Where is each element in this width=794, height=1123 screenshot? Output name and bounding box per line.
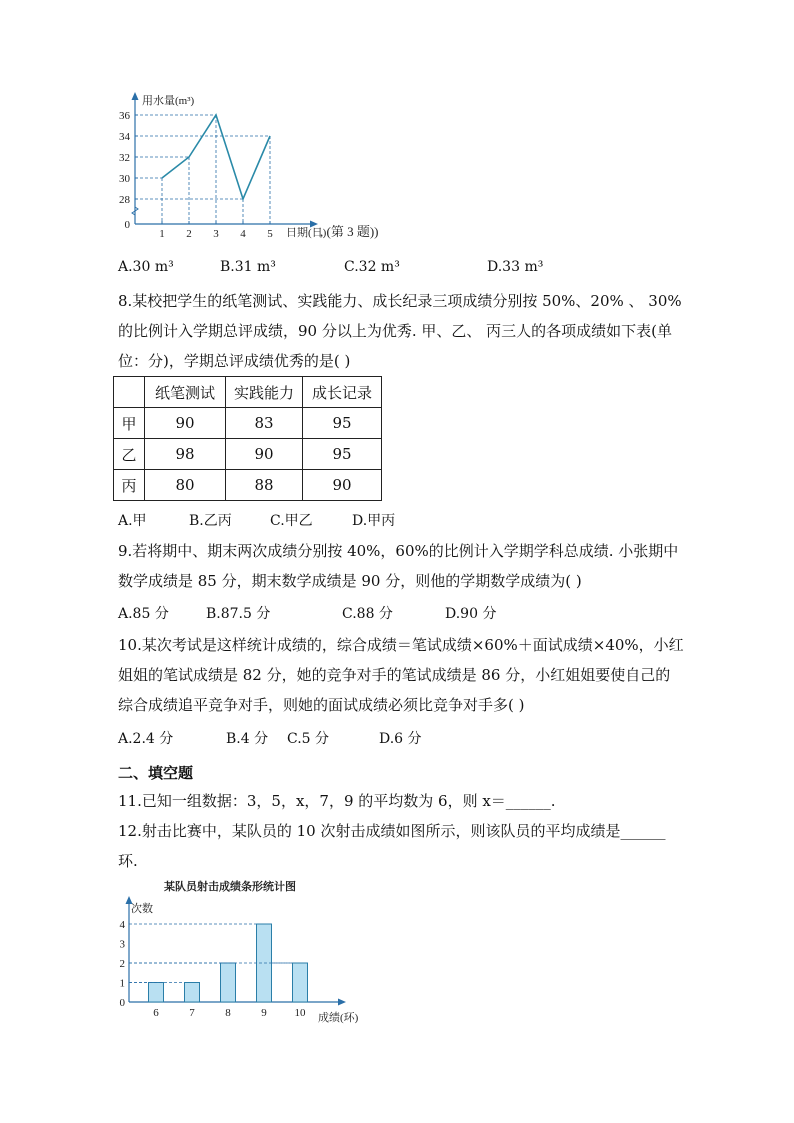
section-title: 二、填空题 — [118, 764, 194, 782]
y-tick-label: 30 — [119, 173, 130, 185]
y-tick-label: 28 — [119, 194, 130, 206]
x-tick-label: 9 — [261, 1007, 267, 1019]
x-tick-label: 5 — [267, 228, 273, 240]
table-cell: 甲 — [114, 408, 145, 439]
table-row — [114, 408, 382, 439]
x-tick-label: 1 — [159, 228, 165, 240]
table-header-cell: 实践能力 — [226, 377, 303, 408]
q8-option-d[interactable]: D.甲丙 — [352, 513, 396, 529]
y-tick-label: 1 — [119, 977, 125, 990]
x-tick-label: 4 — [240, 228, 246, 240]
x-tick-label: 3 — [213, 228, 219, 240]
q9-text-line-1: 9.若将期中、期末两次成绩分别按 40%，60%的比例计入学期学科总成绩. 小张期中 — [118, 542, 679, 560]
q10-text-line-1: 10.某次考试是这样统计成绩的，综合成绩＝笔试成绩×60%＋面试成绩×40%，小红 — [118, 636, 684, 654]
q12-chart-title: 某队员射击成绩条形统计图 — [164, 881, 296, 893]
x-axis-arrow-icon — [338, 999, 346, 1006]
q3-y-axis-label: 用水量(m³) — [142, 95, 195, 107]
y-tick-label: 0 — [119, 997, 125, 1009]
bar — [293, 963, 308, 1002]
q10-option-a[interactable]: A.2.4 分 — [118, 731, 174, 747]
q8-text-line-2: 的比例计入学期总评成绩，90 分以上为优秀. 甲、乙、 丙三人的各项成绩如下表(单 — [118, 322, 673, 340]
table-cell: 88 — [226, 470, 303, 501]
q9-option-c[interactable]: C.88 分 — [342, 606, 393, 622]
table-header-cell: 纸笔测试 — [145, 377, 226, 408]
q3-line-chart — [100, 86, 440, 250]
y-tick-label: 34 — [119, 131, 130, 143]
y-tick-label: 4 — [119, 919, 125, 931]
y-tick-label: 3 — [119, 938, 125, 951]
q3-option-a[interactable]: A.30 m³ — [118, 259, 174, 275]
table-cell: 95 — [303, 408, 382, 439]
table-row — [114, 439, 382, 470]
table-cell: 丙 — [114, 470, 145, 501]
q9-text-line-2: 数学成绩是 85 分，期末数学成绩是 90 分，则他的学期数学成绩为( ) — [118, 572, 582, 590]
table-cell: 83 — [226, 408, 303, 439]
q12-text-line-2: 环. — [118, 852, 138, 870]
q8-option-b[interactable]: B.乙丙 — [189, 513, 232, 529]
bar — [149, 983, 164, 1003]
table-cell: 90 — [226, 439, 303, 470]
q9-option-a[interactable]: A.85 分 — [118, 606, 169, 622]
q9-option-b[interactable]: B.87.5 分 — [206, 606, 271, 622]
table-cell: 90 — [303, 470, 382, 501]
q3-x-axis-label: 日期(日) — [286, 227, 327, 239]
q9-option-d[interactable]: D.90 分 — [445, 606, 497, 622]
q8-text-line-3: 位：分)，学期总评成绩优秀的是( ) — [118, 352, 351, 370]
q10-option-d[interactable]: D.6 分 — [379, 731, 422, 747]
table-header-row — [114, 377, 382, 408]
table-row — [114, 470, 382, 501]
x-tick-label: 8 — [225, 1007, 231, 1019]
x-tick-label: 10 — [294, 1007, 306, 1019]
table-header-cell — [114, 377, 145, 408]
q12-bar-chart — [110, 876, 380, 1026]
q8-option-a[interactable]: A.甲 — [118, 513, 147, 529]
x-tick-label: 2 — [186, 228, 192, 240]
table-cell: 98 — [145, 439, 226, 470]
q8-text-line-1: 8.某校把学生的纸笔测试、实践能力、成长纪录三项成绩分别按 50%、20% 、 30% — [118, 292, 682, 310]
bar — [221, 963, 236, 1002]
bar — [185, 983, 200, 1003]
q12-y-axis-label: 次数 — [131, 903, 153, 915]
table-cell: 95 — [303, 439, 382, 470]
q3-option-d[interactable]: D.33 m³ — [487, 259, 544, 275]
q10-option-b[interactable]: B.4 分 — [226, 731, 269, 747]
y-tick-label: 32 — [119, 152, 130, 164]
q11-text: 11.已知一组数据：3，5，x，7，9 的平均数为 6，则 x＝______. — [118, 792, 556, 810]
q12-text-line-1: 12.射击比赛中，某队员的 10 次射击成绩如图所示，则该队员的平均成绩是______ — [118, 822, 666, 840]
q8-option-c[interactable]: C.甲乙 — [270, 513, 313, 529]
table-header-cell: 成长记录 — [303, 377, 382, 408]
x-tick-label: 6 — [153, 1007, 159, 1019]
q8-score-table — [113, 376, 382, 501]
q3-option-b[interactable]: B.31 m³ — [220, 259, 276, 275]
table-cell: 乙 — [114, 439, 145, 470]
q10-text-line-3: 综合成绩追平竞争对手，则她的面试成绩必须比竞争对手多( ) — [118, 696, 525, 714]
table-cell: 80 — [145, 470, 226, 501]
q3-option-c[interactable]: C.32 m³ — [344, 259, 400, 275]
q3-caption: , (第 3 题)) — [320, 224, 379, 239]
q12-x-axis-label: 成绩(环) — [318, 1012, 359, 1024]
q10-option-c[interactable]: C.5 分 — [287, 731, 330, 747]
y-tick-label: 36 — [119, 110, 130, 122]
y-axis-arrow-icon — [132, 92, 139, 100]
table-cell: 90 — [145, 408, 226, 439]
x-tick-label: 7 — [189, 1007, 195, 1019]
y-tick-label: 0 — [124, 219, 130, 231]
y-tick-label: 2 — [119, 958, 125, 970]
q10-text-line-2: 姐姐的笔试成绩是 82 分，她的竞争对手的笔试成绩是 86 分，小红姐姐要使自己的 — [118, 666, 671, 684]
